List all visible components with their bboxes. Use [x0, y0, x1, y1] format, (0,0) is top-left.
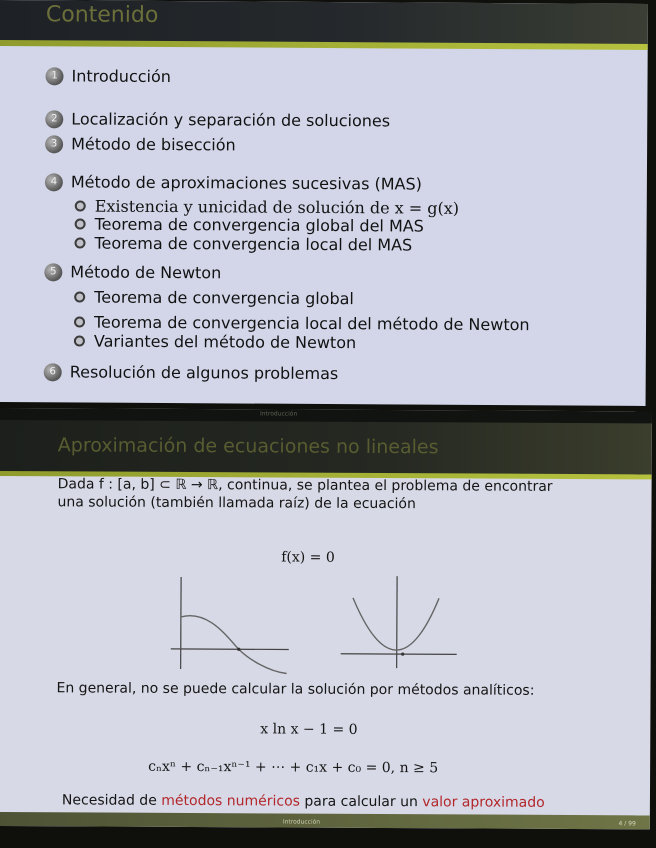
toc-label: Método de aproximaciones sucesivas (MAS): [70, 172, 422, 194]
bullet-icon: [74, 335, 85, 346]
toc-label: Introducción: [71, 66, 172, 87]
equations-slide: [0, 408, 652, 829]
equation-fx-zero: f(x) = 0: [281, 549, 335, 566]
bullet-icon: [75, 218, 86, 229]
function-curve: [181, 616, 287, 674]
page-number: 4 / 99: [618, 820, 636, 828]
toc-sublabel: Existencia y unicidad de solución de x = g(x): [94, 196, 460, 218]
toc-item-6[interactable]: [44, 362, 339, 383]
toc-label: Resolución de algunos problemas: [69, 362, 339, 384]
toc-sublabel: Teorema de convergencia global: [94, 287, 354, 309]
x-axis: [171, 649, 289, 650]
section-number-3: 3: [45, 135, 63, 153]
equation-xlnx: x ln x − 1 = 0: [260, 721, 358, 738]
section-number-2: 2: [45, 110, 63, 128]
general-statement: En general, no se puede calcular la solución por métodos analíticos:: [56, 680, 535, 699]
intro-line-2: una solución (también llamada raíz) de la ecuación: [57, 494, 416, 513]
toc-label: Localización y separación de soluciones: [71, 109, 391, 131]
toc-item-4[interactable]: [45, 172, 422, 193]
footer-bar: [0, 812, 650, 829]
contents-slide: [0, 0, 648, 406]
toc-label: Método de Newton: [70, 262, 222, 283]
bullet-icon: [74, 316, 85, 327]
root-point: [237, 648, 240, 651]
slide-title: Contenido: [45, 2, 159, 28]
section-number-5: 5: [44, 263, 62, 281]
bullet-icon: [75, 200, 86, 211]
section-number-6: 6: [44, 363, 62, 381]
toc-item-2[interactable]: [45, 109, 390, 130]
footer-section: Introducción: [282, 818, 321, 826]
equation-polynomial: cₙxⁿ + cₙ₋₁xⁿ⁻¹ + ⋯ + c₁x + c₀ = 0, n ≥ 5: [148, 758, 439, 777]
toc-label: Método de bisección: [71, 134, 236, 155]
nav-section-label[interactable]: Introducción: [259, 410, 298, 418]
root-point: [401, 653, 404, 656]
toc-sublabel: Variantes del método de Newton: [93, 331, 357, 353]
x-axis: [341, 654, 457, 655]
conclusion-text: para calcular un: [299, 793, 423, 811]
toc-sublabel: Teorema de convergencia local del método de Newton: [93, 312, 530, 335]
conclusion-line: [62, 792, 545, 811]
section-number-1: 1: [45, 67, 63, 85]
toc-sublabel: Teorema de convergencia local del MAS: [94, 233, 413, 255]
parabola-curve: [353, 598, 439, 650]
toc-subitem[interactable]: [74, 287, 354, 308]
bullet-icon: [74, 291, 85, 302]
decreasing-function-graph: [169, 569, 295, 680]
toc-subitem[interactable]: [75, 214, 424, 235]
highlight-approx-value: valor aproximado: [422, 794, 545, 811]
toc-sublabel: Teorema de convergencia global del MAS: [94, 214, 424, 236]
slide-title: Aproximación de ecuaciones no lineales: [57, 434, 439, 459]
toc-item-5[interactable]: [44, 262, 221, 282]
bullet-icon: [74, 237, 85, 248]
toc-item-1[interactable]: [45, 66, 171, 86]
conclusion-text: Necesidad de: [61, 792, 162, 809]
toc-subitem[interactable]: [74, 331, 356, 352]
section-number-4: 4: [45, 173, 63, 191]
highlight-numerical-methods: métodos numéricos: [161, 792, 301, 810]
toc-subitem[interactable]: [74, 233, 412, 254]
intro-line-1: Dada f : [a, b] ⊂ ℝ → ℝ, continua, se plantea el problema de encontrar: [57, 476, 553, 495]
table-of-contents: [0, 0, 648, 406]
parabola-graph: [339, 568, 460, 679]
toc-item-3[interactable]: [45, 134, 236, 154]
